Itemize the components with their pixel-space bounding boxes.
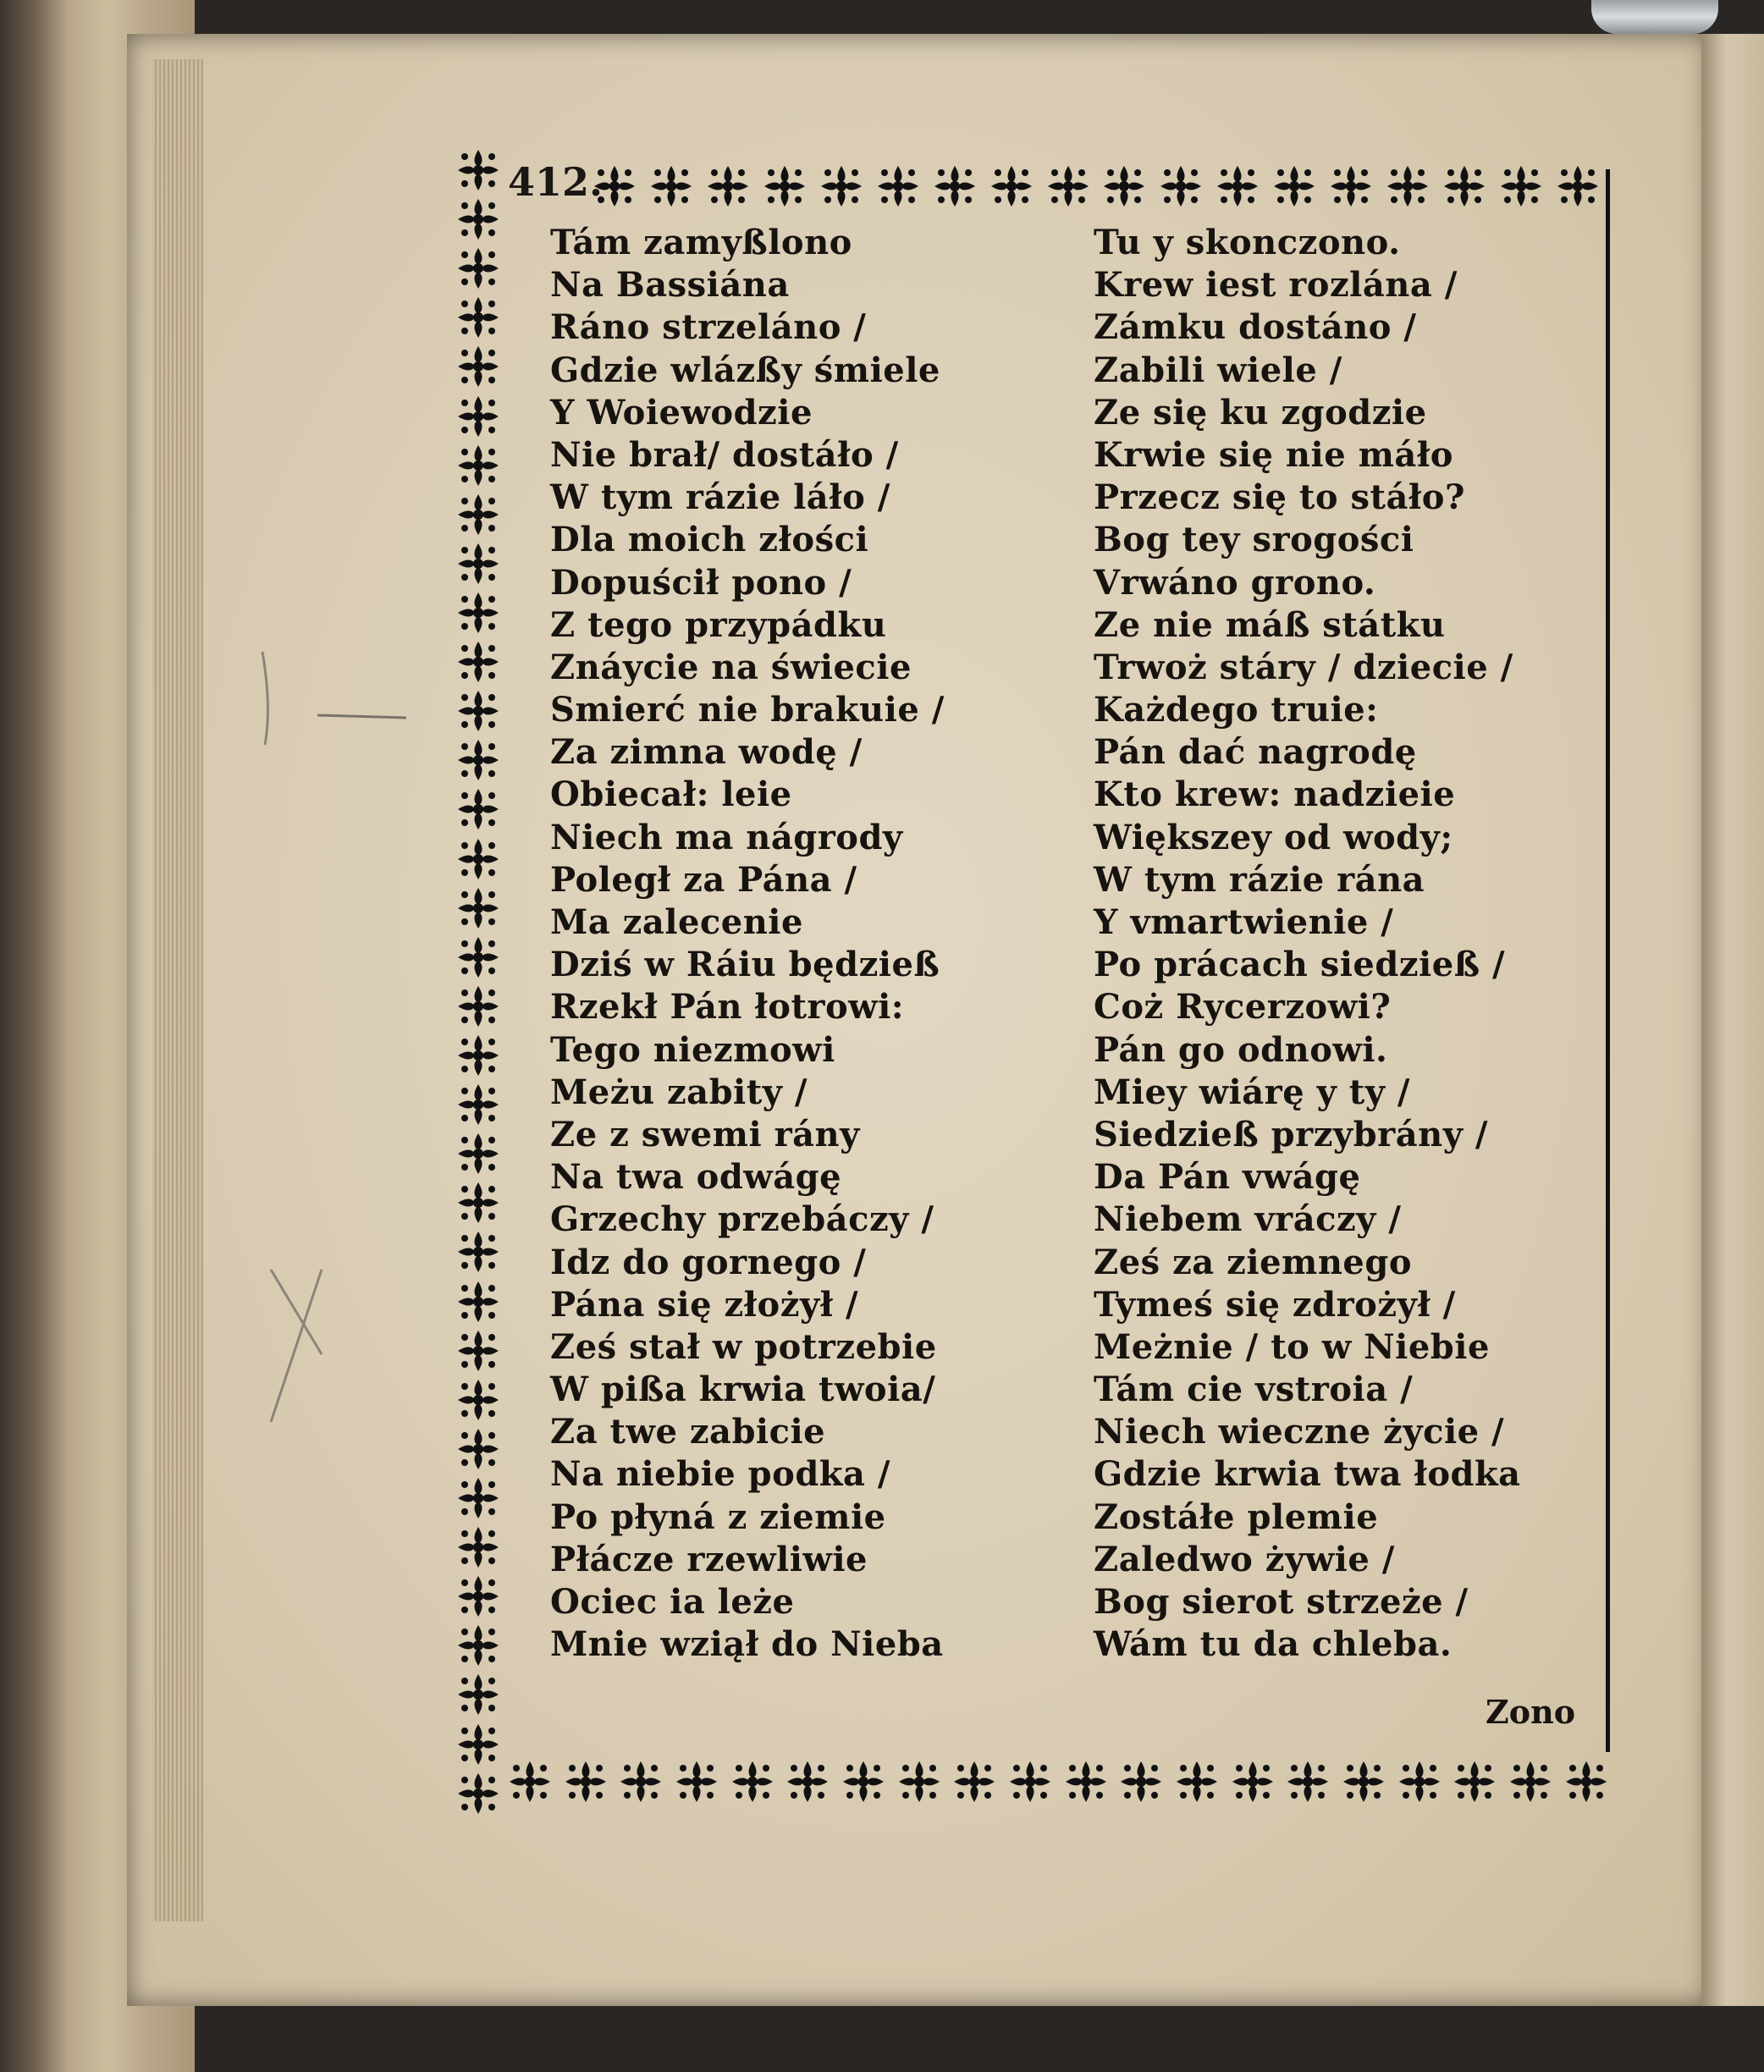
verse-line: Bog sierot strzeże /	[1094, 1582, 1469, 1622]
left-ornament-border	[444, 148, 512, 1816]
catchword: Zono	[1486, 1693, 1576, 1731]
fleuron-ornament	[1046, 164, 1090, 208]
fleuron-ornament	[456, 787, 500, 831]
fleuron-ornament	[456, 984, 500, 1028]
fleuron-ornament	[456, 1230, 500, 1274]
verse-line: Y vmartwienie /	[1094, 902, 1394, 942]
verse-line: Każdego truie:	[1094, 690, 1379, 730]
verse-line: Meżu zabity /	[550, 1072, 808, 1112]
fleuron-ornament	[1397, 1760, 1442, 1804]
fleuron-ornament	[1442, 164, 1486, 208]
fleuron-ornament	[456, 1132, 500, 1176]
fleuron-ornament	[456, 1378, 500, 1422]
fleuron-ornament	[456, 591, 500, 635]
left-verse-column	[550, 222, 1024, 1666]
fleuron-ornament	[456, 1623, 500, 1667]
fleuron-ornament	[1508, 1760, 1552, 1804]
verse-line: Gdzie wlázßy śmiele	[550, 350, 940, 390]
verse-line: Ześ stał w potrzebie	[550, 1326, 937, 1367]
fleuron-ornament	[564, 1760, 608, 1804]
fleuron-ornament	[952, 1760, 996, 1804]
fleuron-ornament	[456, 886, 500, 930]
fleuron-ornament	[1175, 1760, 1219, 1804]
fleuron-ornament	[933, 164, 977, 208]
fleuron-ornament	[876, 164, 920, 208]
verse-line: Meżnie / to w Niebie	[1094, 1326, 1490, 1367]
fleuron-ornament	[456, 738, 500, 782]
verse-line: Znáycie na świecie	[550, 647, 912, 687]
fleuron-ornament	[1216, 164, 1260, 208]
fleuron-ornament	[1556, 164, 1600, 208]
verse-line: Po płyná z ziemie	[550, 1496, 886, 1537]
fleuron-ornament	[456, 935, 500, 979]
verse-line: Tám zamyßlono	[550, 223, 852, 262]
fleuron-ornament	[763, 164, 807, 208]
fleuron-ornament	[819, 164, 863, 208]
fleuron-ornament	[456, 246, 500, 290]
verse-line: Zámku dostáno /	[1094, 307, 1417, 348]
fleuron-ornament	[456, 1525, 500, 1569]
fleuron-ornament	[1008, 1760, 1052, 1804]
fleuron-ornament	[1329, 164, 1373, 208]
fleuron-ornament	[456, 295, 500, 339]
fleuron-ornament	[841, 1760, 885, 1804]
page-number: 412.	[508, 159, 604, 205]
fleuron-ornament	[456, 148, 500, 192]
fleuron-ornament	[456, 1722, 500, 1766]
pencil-mark	[254, 1253, 389, 1476]
verse-line: Większey od wody;	[1094, 817, 1453, 857]
fleuron-ornament	[456, 394, 500, 438]
right-border-rule	[1606, 169, 1610, 1752]
verse-line: Dziś w Ráiu będzieß	[550, 945, 940, 985]
verse-line: Płácze rzewliwie	[550, 1539, 868, 1579]
fleuron-ornament	[456, 1033, 500, 1077]
verse-line: Zabili wiele /	[1094, 350, 1342, 390]
verse-line: Nie brał/ dostáło /	[550, 434, 899, 475]
verse-line: Coż Rycerzowi?	[1094, 987, 1392, 1028]
fleuron-ornament	[456, 1280, 500, 1324]
verse-line: Wám tu da chleba.	[1094, 1624, 1453, 1665]
verse-line: Ześ za ziemnego	[1094, 1242, 1413, 1282]
verse-line: Na Bassiána	[550, 265, 790, 306]
fleuron-ornament	[456, 344, 500, 388]
fleuron-ornament	[1386, 164, 1430, 208]
verse-line: Idz do gornego /	[550, 1242, 867, 1282]
fleuron-ornament	[456, 1574, 500, 1618]
verse-line: Y Woiewodzie	[550, 392, 813, 433]
metal-clasp	[1591, 0, 1718, 34]
fleuron-ornament	[1499, 164, 1543, 208]
fleuron-ornament	[1286, 1760, 1330, 1804]
verse-line: Dopuścił pono /	[550, 562, 852, 603]
verse-line: Gdzie krwia twa łodka	[1094, 1454, 1521, 1495]
fleuron-ornament	[456, 1329, 500, 1373]
fleuron-ornament	[1342, 1760, 1386, 1804]
verse-line: Tego niezmowi	[550, 1029, 835, 1070]
verse-line: Tám cie vstroia /	[1094, 1369, 1414, 1410]
verse-line: Zostáłe plemie	[1094, 1496, 1379, 1537]
fleuron-ornament	[456, 1476, 500, 1520]
right-verse-column	[1094, 222, 1585, 1666]
fleuron-ornament	[706, 164, 750, 208]
fleuron-ornament	[1453, 1760, 1497, 1804]
verse-line: Pána się złożył /	[550, 1284, 859, 1325]
verse-line: Krew iest rozlána /	[1094, 265, 1458, 306]
verse-line: Obiecał: leie	[550, 774, 792, 815]
verse-line: Ze z swemi rány	[550, 1114, 860, 1154]
verse-line: Po prácach siedzieß /	[1094, 945, 1506, 985]
verse-line: Rzekł Pán łotrowi:	[550, 987, 905, 1028]
fleuron-ornament	[897, 1760, 941, 1804]
fleuron-ornament	[456, 197, 500, 241]
verse-line: Da Pán vwágę	[1094, 1157, 1361, 1198]
fleuron-ornament	[456, 444, 500, 488]
verse-line: W tym rázie rána	[1094, 859, 1425, 900]
verse-line: Grzechy przebáczy /	[550, 1199, 934, 1240]
fleuron-ornament	[1159, 164, 1203, 208]
fleuron-ornament	[456, 1672, 500, 1717]
fleuron-ornament	[675, 1760, 719, 1804]
verse-line: Ze się ku zgodzie	[1094, 392, 1427, 433]
fleuron-ornament	[1064, 1760, 1108, 1804]
fleuron-ornament	[1272, 164, 1316, 208]
verse-line: Ze nie máß státku	[1094, 604, 1446, 645]
page-stack-edges	[152, 59, 203, 1921]
verse-line: Niech ma nágrody	[550, 817, 903, 857]
verse-line: Niebem vráczy /	[1094, 1199, 1402, 1240]
verse-line: Niech wieczne życie /	[1094, 1412, 1505, 1452]
verse-line: Zaledwo żywie /	[1094, 1539, 1395, 1579]
verse-line: Tymeś się zdrożył /	[1094, 1284, 1456, 1325]
verse-line: Na twa odwágę	[550, 1157, 842, 1198]
verse-line: Pán dać nagrodę	[1094, 732, 1417, 773]
verse-line: Za zimna wodę /	[550, 732, 863, 773]
fleuron-ornament	[730, 1760, 775, 1804]
bottom-ornament-border	[508, 1748, 1608, 1816]
verse-line: Kto krew: nadzieie	[1094, 774, 1456, 815]
verse-line: Ráno strzeláno /	[550, 307, 867, 348]
verse-line: Siedzieß przybrány /	[1094, 1114, 1488, 1154]
verse-line: W tym rázie láło /	[550, 477, 890, 518]
fleuron-ornament	[508, 1760, 552, 1804]
fleuron-ornament	[456, 640, 500, 684]
fleuron-ornament	[456, 689, 500, 733]
top-ornament-border	[593, 152, 1600, 220]
fleuron-ornament	[1119, 1760, 1163, 1804]
pencil-mark	[313, 703, 415, 731]
verse-line: Tu y skonczono.	[1094, 223, 1401, 262]
verse-line: Ociec ia leże	[550, 1582, 795, 1622]
fleuron-ornament	[456, 1427, 500, 1471]
verse-line: Poległ za Pána /	[550, 859, 857, 900]
fleuron-ornament	[456, 837, 500, 881]
verse-line: Bog tey srogości	[1094, 520, 1414, 560]
verse-line: Dla moich złości	[550, 520, 869, 560]
verse-line: Pán go odnowi.	[1094, 1029, 1388, 1070]
fleuron-ornament	[1102, 164, 1146, 208]
verse-line: Ma zalecenie	[550, 902, 803, 942]
verse-line: Vrwáno grono.	[1094, 562, 1376, 603]
verse-line: Smierć nie brakuie /	[550, 690, 945, 730]
pencil-mark	[258, 643, 267, 728]
fleuron-ornament	[456, 1181, 500, 1225]
fleuron-ornament	[1231, 1760, 1275, 1804]
verse-line: Mnie wziął do Nieba	[550, 1624, 944, 1665]
verse-line: Z tego przypádku	[550, 604, 887, 645]
fleuron-ornament	[619, 1760, 663, 1804]
fleuron-ornament	[456, 493, 500, 537]
verse-line: Przecz się to stáło?	[1094, 477, 1465, 518]
fleuron-ornament	[649, 164, 693, 208]
fleuron-ornament	[989, 164, 1034, 208]
verse-line: Krwie się nie máło	[1094, 434, 1453, 475]
facing-page-edge	[1701, 34, 1764, 2006]
verse-line: Za twe zabicie	[550, 1412, 826, 1452]
fleuron-ornament	[1564, 1760, 1608, 1804]
verse-line: Miey wiárę y ty /	[1094, 1072, 1411, 1112]
verse-line: Na niebie podka /	[550, 1454, 890, 1495]
fleuron-ornament	[456, 1083, 500, 1127]
verse-line: Trwoż stáry / dziecie /	[1094, 647, 1513, 687]
fleuron-ornament	[456, 542, 500, 586]
fleuron-ornament	[456, 1772, 500, 1816]
verse-line: W pißa krwia twoia/	[550, 1369, 936, 1410]
fleuron-ornament	[786, 1760, 830, 1804]
